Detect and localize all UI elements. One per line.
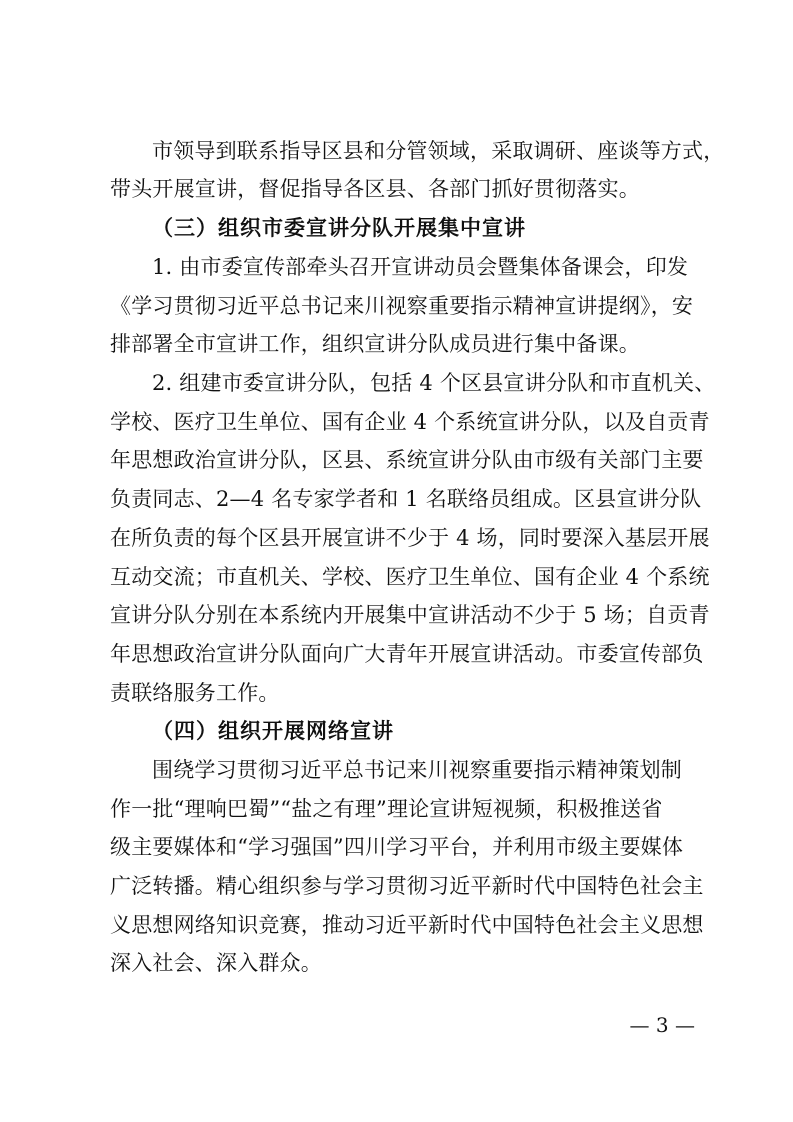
paragraph-line: 围绕学习贯彻习近平总书记来川视察重要指示精神策划制 bbox=[152, 758, 682, 782]
paragraph-line: 《学习贯彻习近平总书记来川视察重要指示精神宣讲提纲》，安 bbox=[110, 294, 694, 318]
paragraph-line: 市领导到联系指导区县和分管领域，采取调研、座谈等方式， bbox=[152, 139, 725, 163]
paragraph-line: 1. 由市委宣传部牵头召开宣讲动员会暨集体备课会，印发 bbox=[152, 255, 689, 279]
paragraph-line: 年思想政治宣讲分队面向广大青年开展宣讲活动。市委宣传部负 bbox=[110, 642, 704, 666]
paragraph-line: 义思想网络知识竞赛，推动习近平新时代中国特色社会主义思想 bbox=[110, 913, 704, 937]
page-number: — 3 — bbox=[629, 1013, 695, 1037]
paragraph-line: 作一批“理响巴蜀”“盐之有理”理论宣讲短视频，积极推送省 bbox=[110, 797, 663, 821]
paragraph-line: 年思想政治宣讲分队，区县、系统宣讲分队由市级有关部门主要 bbox=[110, 448, 704, 472]
paragraph-line: 责联络服务工作。 bbox=[110, 681, 280, 705]
paragraph-line: 互动交流；市直机关、学校、医疗卫生单位、国有企业 4 个系统 bbox=[110, 565, 710, 589]
paragraph-line: 级主要媒体和“学习强国”四川学习平台，并利用市级主要媒体 bbox=[110, 835, 684, 859]
paragraph-line: 广泛转播。精心组织参与学习贯彻习近平新时代中国特色社会主 bbox=[110, 874, 704, 898]
paragraph-line: 带头开展宣讲，督促指导各区县、各部门抓好贯彻落实。 bbox=[110, 177, 640, 201]
paragraph-line: 排部署全市宣讲工作，组织宣讲分队成员进行集中备课。 bbox=[110, 332, 640, 356]
paragraph-line: 深入社会、深入群众。 bbox=[110, 951, 322, 975]
paragraph-line: 学校、医疗卫生单位、国有企业 4 个系统宣讲分队，以及自贡青 bbox=[110, 410, 710, 434]
paragraph-line: 负责同志、2—4 名专家学者和 1 名联络员组成。区县宣讲分队 bbox=[110, 487, 702, 511]
paragraph-line: 2. 组建市委宣讲分队，包括 4 个区县宣讲分队和市直机关、 bbox=[152, 371, 716, 395]
paragraph-line: 在所负责的每个区县开展宣讲不少于 4 场，同时要深入基层开展 bbox=[110, 526, 710, 550]
paragraph-line: 宣讲分队分别在本系统内开展集中宣讲活动不少于 5 场；自贡青 bbox=[110, 603, 710, 627]
section-heading-four: （四）组织开展网络宣讲 bbox=[152, 719, 394, 743]
section-heading-three: （三）组织市委宣讲分队开展集中宣讲 bbox=[152, 216, 526, 240]
